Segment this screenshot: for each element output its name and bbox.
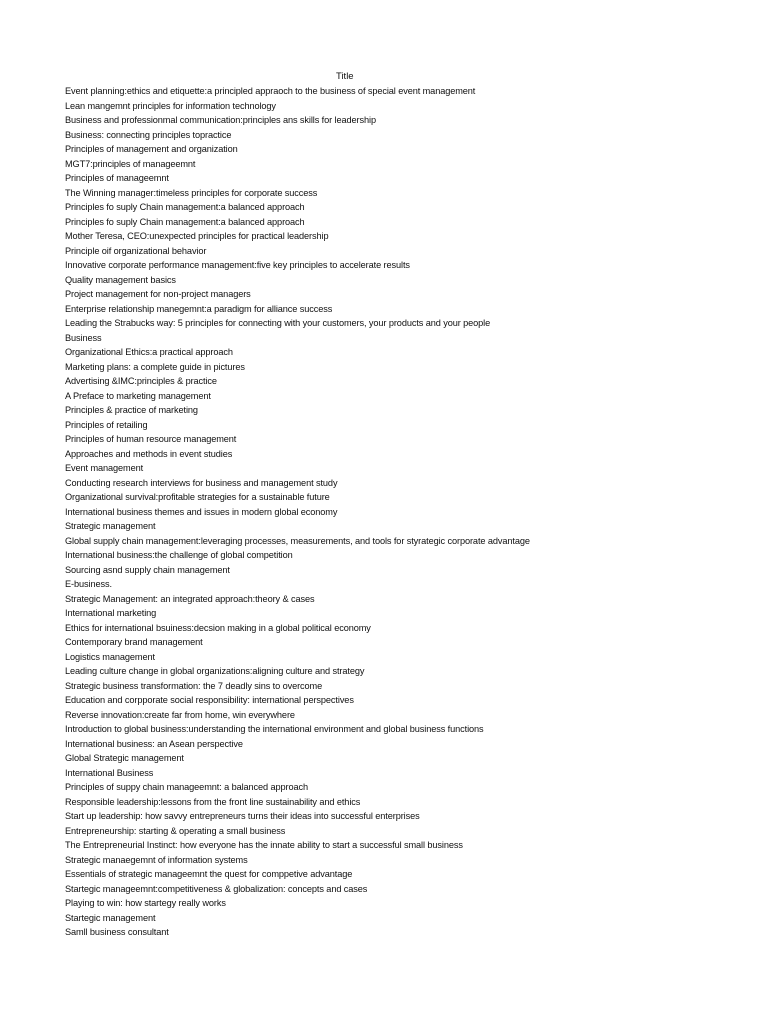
title-row: Business [65, 332, 102, 343]
title-row: Business: connecting principles topractice [65, 129, 232, 140]
title-row: Advertising &IMC:principles & practice [65, 376, 217, 386]
title-row: Principles of human resource management [65, 434, 237, 444]
column-header-title: Title [336, 71, 354, 82]
title-row: Marketing plans: a complete guide in pictures [65, 361, 245, 372]
title-row: Playing to win: how startegy really works [65, 898, 226, 908]
title-row: Principles of manageemnt [65, 173, 169, 183]
title-row: Approaches and methods in event studies [65, 448, 233, 459]
title-row: International business:the challenge of global competition [65, 550, 293, 560]
title-row: Principles fo suply Chain management:a balanced approach [65, 202, 305, 212]
title-row: Contemporary brand management [65, 637, 203, 647]
title-row: International marketing [65, 608, 157, 618]
title-row: Introduction to global business:understanding the international environment and global business functions [65, 724, 484, 734]
title-list [65, 84, 755, 940]
title-row: Principles fo suply Chain management:a balanced approach [65, 216, 305, 227]
title-row: The Entrepreneurial Instinct: how everyone has the innate ability to start a successful small business [65, 840, 463, 850]
title-row: Global Strategic management [65, 753, 184, 763]
title-row: Project management for non-project managers [65, 289, 251, 299]
title-row: Leading the Strabucks way: 5 principles for connecting with your customers, your products and your people [65, 318, 491, 328]
title-row: Business and professionmal communication:principles ans skills for leadership [65, 115, 376, 125]
title-row: Organizational survival:profitable strategies for a sustainable future [65, 492, 330, 502]
title-row: Samll business consultant [65, 927, 169, 937]
title-row: Mother Teresa, CEO:unexpected principles for practical leadership [65, 231, 329, 241]
title-row: Startegic management [65, 912, 156, 923]
title-row: Reverse innovation:create far from home, win everywhere [65, 709, 295, 720]
title-row: Organizational Ethics:a practical approach [65, 347, 233, 357]
title-row: Strategic manaegemnt of information systems [65, 854, 248, 865]
title-row: Leading culture change in global organizations:aligning culture and strategy [65, 666, 365, 676]
title-row: Quality management basics [65, 274, 176, 285]
title-row: Sourcing asnd supply chain management [65, 564, 230, 575]
title-row: Strategic management [65, 521, 156, 531]
title-row: Event management [65, 463, 144, 473]
title-row: Strategic business transformation: the 7 deadly sins to overcome [65, 680, 323, 691]
title-row: E-business. [65, 579, 112, 589]
title-row: International business themes and issues in modern global economy [65, 506, 338, 517]
title-row: Principles of suppy chain manageemnt: a balanced approach [65, 782, 309, 792]
title-row: MGT7:principles of manageemnt [65, 158, 196, 169]
title-row: Logistics management [65, 651, 155, 662]
title-row: Principles & practice of marketing [65, 405, 198, 415]
title-row: Start up leadership: how savvy entrepreneurs turns their ideas into successful enterprises [65, 811, 420, 821]
title-row: Enterprise relationship manegemnt:a paradigm for alliance success [65, 303, 333, 314]
title-row: Principles of retailing [65, 419, 148, 430]
title-row: Essentials of strategic manageemnt the quest for comppetive advantage [65, 869, 353, 879]
title-row: Innovative corporate performance management:five key principles to accelerate results [65, 260, 410, 270]
title-row: Principle oif organizational behavior [65, 245, 207, 256]
title-row: Ethics for international bsuiness:decsion making in a global political economy [65, 622, 371, 633]
title-row: A Preface to marketing management [65, 390, 211, 401]
title-row: Lean mangemnt principles for information technology [65, 100, 276, 111]
title-row: Event planning:ethics and etiquette:a principled appraoch to the business of special event management [65, 86, 476, 96]
title-row: International business: an Asean perspective [65, 738, 243, 749]
title-row: Education and corpporate social responsibility: international perspectives [65, 695, 354, 705]
title-row: International Business [65, 767, 154, 778]
title-row: Responsible leadership:lessons from the front line sustainability and ethics [65, 796, 361, 807]
title-row: Entrepreneurship: starting & operating a small business [65, 825, 286, 836]
title-row: Global supply chain management:leveraging processes, measurements, and tools for styrategic corporate advantage [65, 535, 530, 546]
title-row: Strategic Management: an integrated approach:theory & cases [65, 593, 315, 604]
title-row: Principles of management and organization [65, 144, 238, 154]
title-row: Conducting research interviews for business and management study [65, 477, 338, 488]
title-row: Startegic manageemnt:competitiveness & globalization: concepts and cases [65, 883, 368, 894]
title-row: The Winning manager:timeless principles for corporate success [65, 187, 318, 198]
